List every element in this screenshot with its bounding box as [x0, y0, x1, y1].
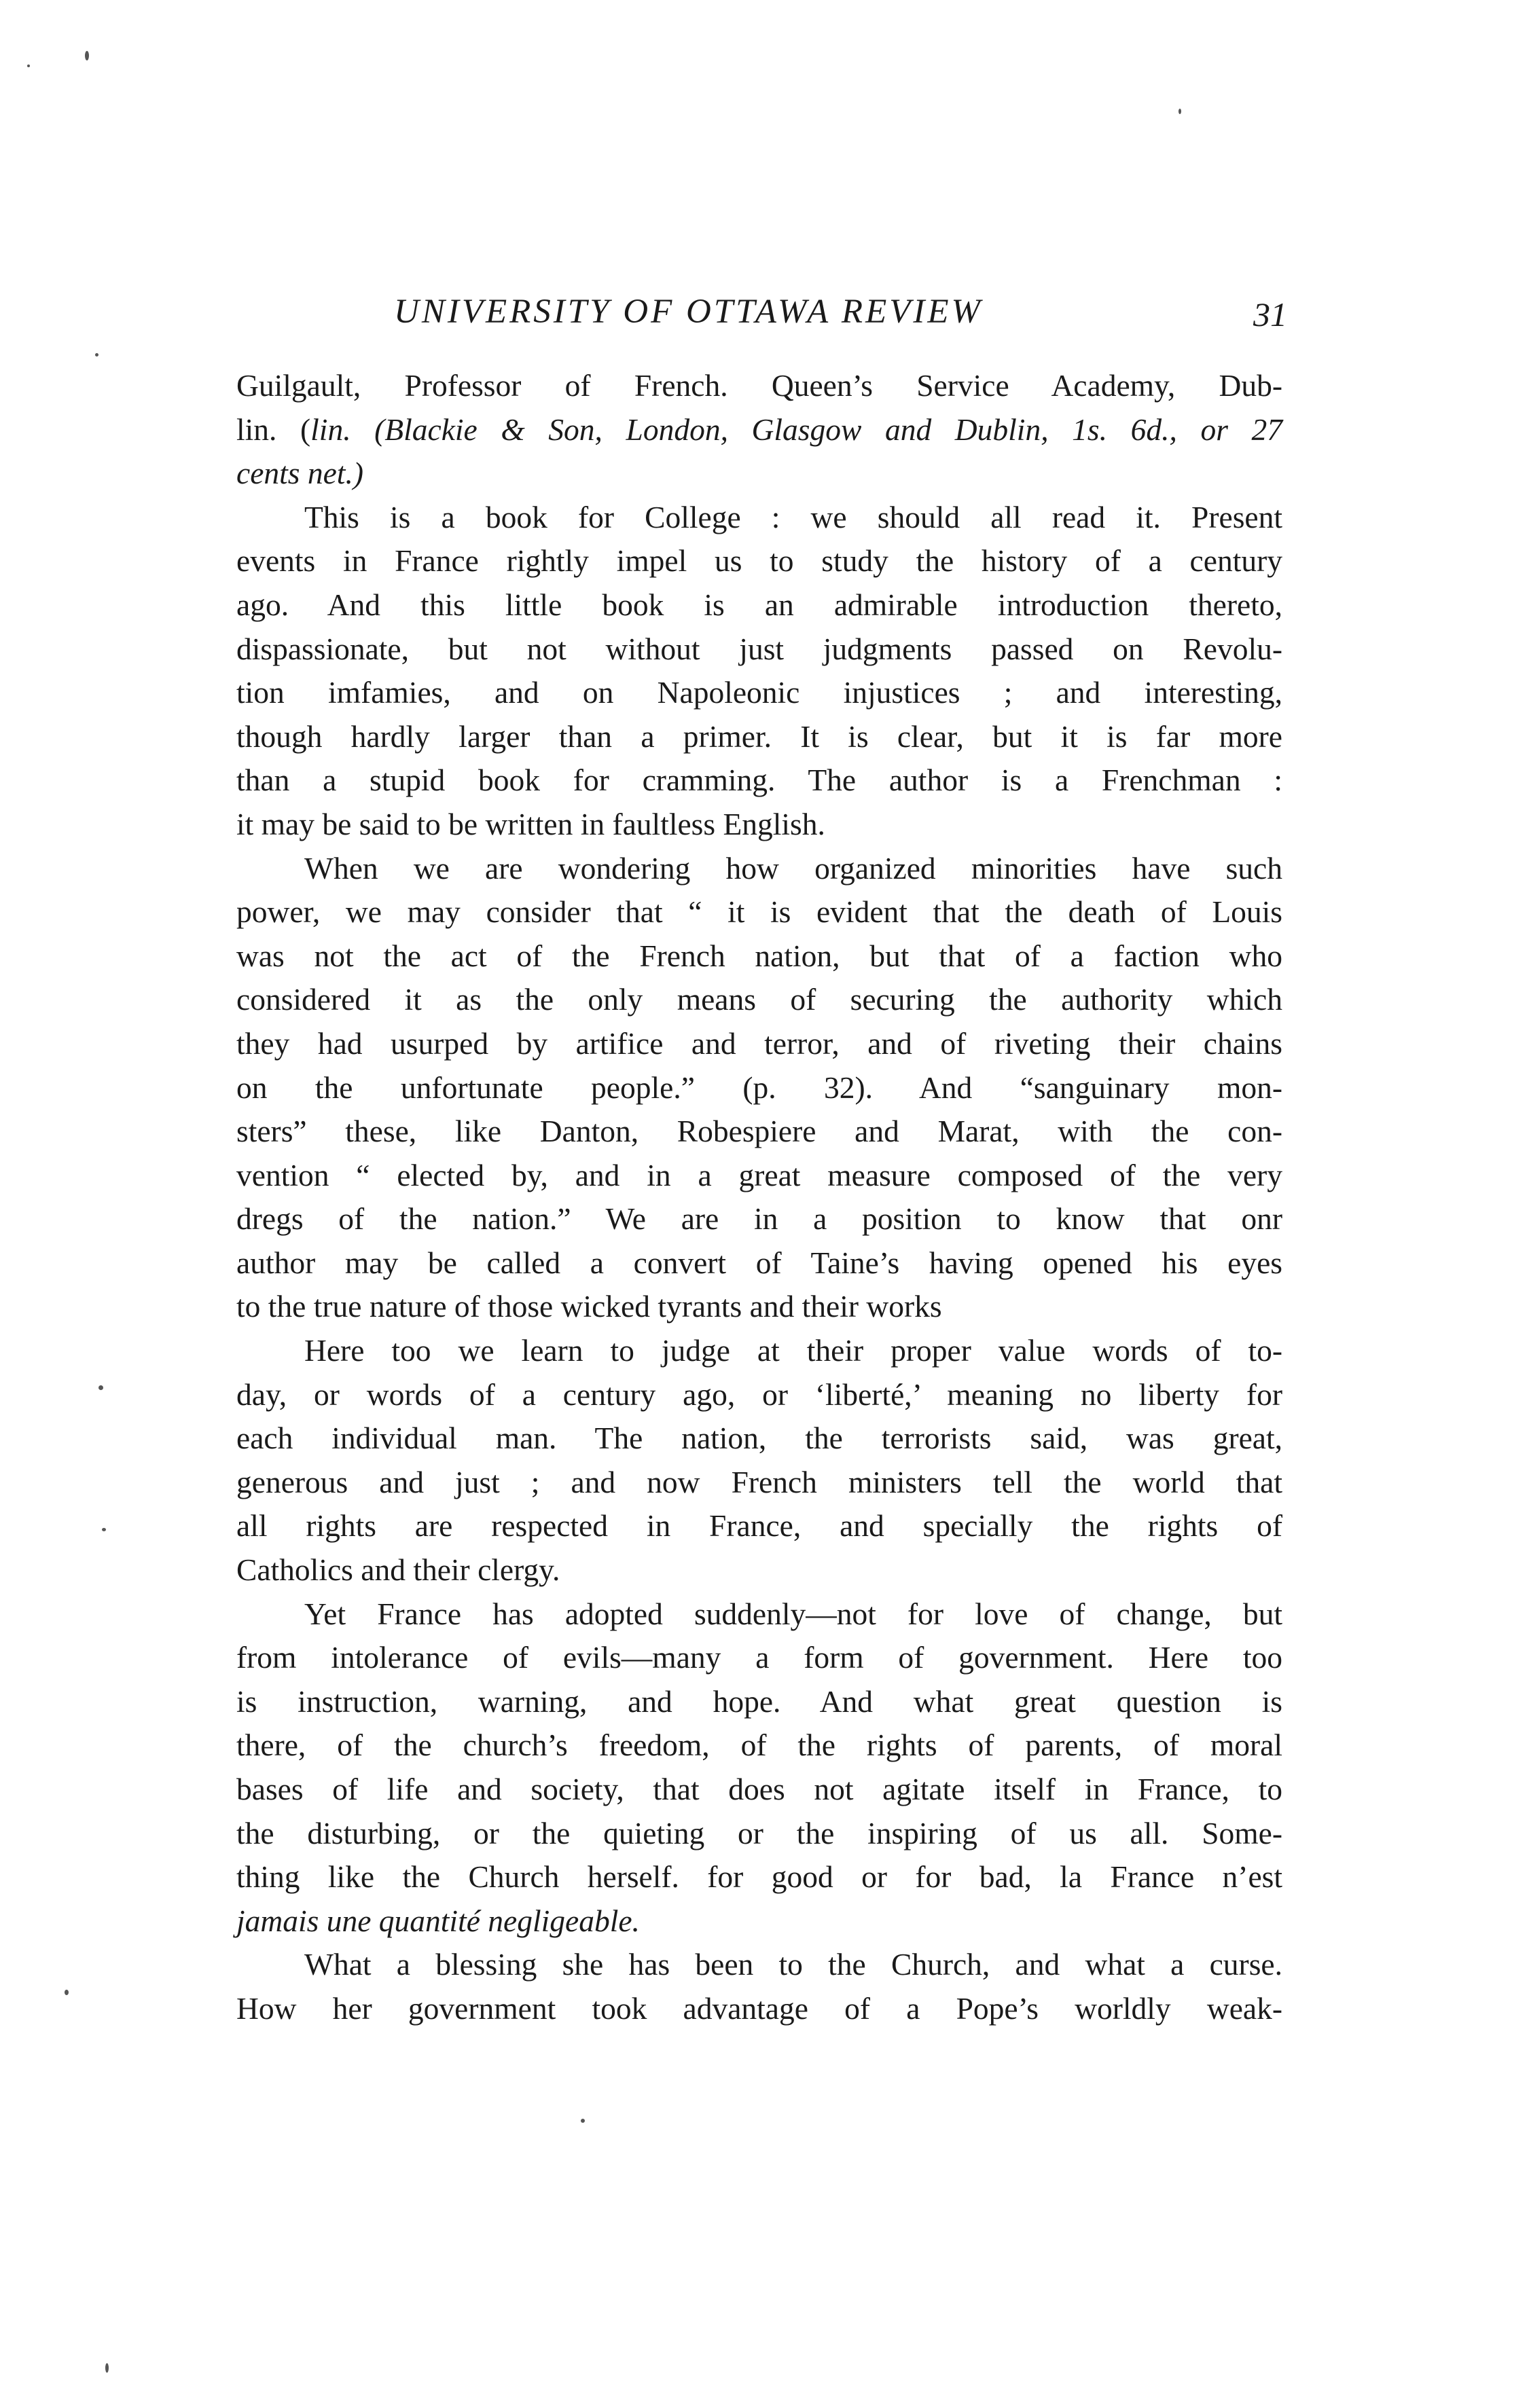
paragraph	[236, 496, 1282, 847]
text-line: This is a book for College : we should all read it. Present	[304, 499, 1282, 534]
scan-speck	[65, 1990, 69, 1995]
running-head	[231, 292, 1287, 340]
text-line	[236, 452, 1282, 496]
text-line: generous and just ; and now French ministers tell the world that	[236, 1464, 1282, 1499]
paragraph	[236, 1943, 1282, 2030]
text-line: on the unfortunate people.” (p. 32). And “sanguinary mon-	[236, 1070, 1282, 1105]
text-line: all rights are respected in France, and specially the rights of	[236, 1508, 1282, 1544]
italic-citation: lin. (Blackie & Son, London, Glasgow and Dublin, 1s. 6d., or 27	[310, 412, 1282, 447]
text-line: from intolerance of evils—many a form of government. Here too	[236, 1640, 1282, 1675]
text-line: tion imfamies, and on Napoleonic injustices ; and interesting,	[236, 675, 1282, 710]
scan-speck	[1179, 109, 1181, 114]
text-line: dregs of the nation.” We are in a position to know that onr	[236, 1201, 1282, 1237]
italic-citation: cents net.)	[236, 456, 363, 491]
running-title: UNIVERSITY OF OTTAWA REVIEW	[394, 293, 983, 331]
text-line: day, or words of a century ago, or ‘liberté,’ meaning no liberty for	[236, 1376, 1282, 1412]
text-line: it may be said to be written in faultless English.	[236, 806, 825, 841]
paragraph	[236, 364, 1282, 496]
text-line	[236, 1899, 1282, 1944]
text-line: than a stupid book for cramming. The author is a Frenchman :	[236, 763, 1282, 798]
text-line: bases of life and society, that does not agitate itself in France, to	[236, 1772, 1282, 1806]
paragraph	[236, 1329, 1282, 1592]
scan-speck	[98, 1385, 103, 1390]
text-line: there, of the church’s freedom, of the rights of parents, of moral	[236, 1728, 1282, 1763]
text-line: author may be called a convert of Taine’s having opened his eyes	[236, 1245, 1282, 1280]
text-line: events in France rightly impel us to study the history of a century	[236, 543, 1282, 579]
text-line: Catholics and their clergy.	[236, 1552, 560, 1588]
text-line: though hardly larger than a primer. It is clear, but it is far more	[236, 718, 1282, 754]
text-line: lin. (lin. (Blackie & Son, London, Glasgow and Dublin, 1s. 6d., or 27	[236, 412, 1282, 447]
text-line: Guilgault, Professor of French. Queen’s Service Academy, Dub-	[236, 368, 1282, 403]
body-text	[236, 364, 1282, 2031]
text-line: sters” these, like Danton, Robespiere and Marat, with the con-	[236, 1114, 1282, 1149]
text-line: the disturbing, or the quieting or the inspiring of us all. Some-	[236, 1815, 1282, 1850]
scan-speck	[102, 1528, 106, 1531]
paragraph	[236, 847, 1282, 1330]
text-line: thing like the Church herself. for good or for bad, la France n’est	[236, 1859, 1282, 1895]
scan-speck	[581, 2119, 585, 2123]
text-line: considered it as the only means of securing the authority which	[236, 982, 1282, 1017]
text-line: dispassionate, but not without just judgments passed on Revolu-	[236, 631, 1282, 666]
text-line: is instruction, warning, and hope. And what great question is	[236, 1683, 1282, 1719]
scan-speck	[85, 51, 89, 60]
text-line: What a blessing she has been to the Church, and what a curse.	[304, 1947, 1282, 1982]
text-line: power, we may consider that “ it is evident that the death of Louis	[236, 894, 1282, 930]
text-line: was not the act of the French nation, but that of a faction who	[236, 938, 1282, 973]
paragraph	[236, 1592, 1282, 1944]
scan-speck	[95, 353, 98, 357]
text-line: to the true nature of those wicked tyrants and their works	[236, 1289, 942, 1324]
italic-phrase: jamais une quantité negligeable.	[236, 1903, 640, 1938]
text-line: vention “ elected by, and in a great measure composed of the very	[236, 1157, 1282, 1192]
page-number: 31	[1253, 295, 1287, 333]
text-line: they had usurped by artifice and terror, and of riveting their chains	[236, 1025, 1282, 1061]
text-line: each individual man. The nation, the terrorists said, was great,	[236, 1421, 1282, 1456]
text-line: When we are wondering how organized minorities have such	[304, 850, 1282, 886]
scan-speck	[27, 65, 30, 67]
text-line: ago. And this little book is an admirable introduction thereto,	[236, 587, 1282, 622]
scan-speck	[105, 2363, 109, 2373]
text-line: Yet France has adopted suddenly—not for love of change, but	[304, 1596, 1282, 1631]
text-line: Here too we learn to judge at their proper value words of to-	[304, 1333, 1282, 1368]
text-line: How her government took advantage of a Pope’s worldly weak-	[236, 1990, 1282, 2026]
